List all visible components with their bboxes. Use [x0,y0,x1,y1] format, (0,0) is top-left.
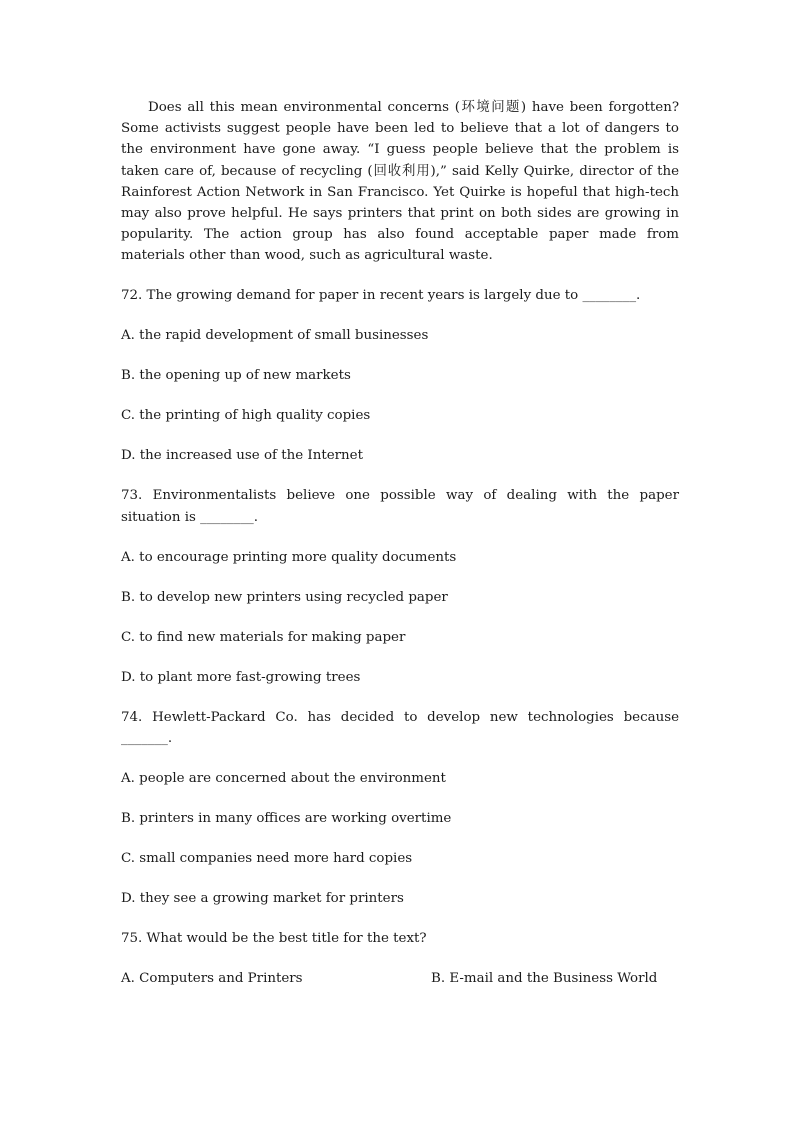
question-75-options-row [121,968,679,989]
question-74-stem: 74. Hewlett-Packard Co. has decided to develop new technologies because _______. [121,709,679,746]
question-74-option-a: A. people are concerned about the environment [121,770,446,786]
question-73-option-c: C. to find new materials for making paper [121,629,406,645]
question-73-option-d: D. to plant more fast-growing trees [121,669,361,685]
passage-paragraph: Does all this mean environmental concerns (环境问题) have been forgotten? Some activists suggest people have been led to believe that a lot of dangers to the environment have gone away. “I guess people believe that the problem is taken care of, because of recycling (回收利用),” said Kelly Quirke, director of the Rainforest Action Network in San Francisco. Yet Quirke is hopeful that high-tech may also prove helpful. He says printers that print on both sides are growing in popularity. The action group has also found acceptable paper made from materials other than wood, such as agricultural waste. [121,100,679,264]
question-75-option-b: B. E-mail and the Business World [431,970,658,986]
question-73-option-b: B. to develop new printers using recycled paper [121,589,448,605]
question-73-option-a: A. to encourage printing more quality documents [121,549,457,565]
question-73-stem: 73. Environmentalists believe one possible way of dealing with the paper situation is ________. [121,488,679,525]
question-74-option-b: B. printers in many offices are working overtime [121,810,452,826]
question-75-option-a: A. Computers and Printers [121,970,303,986]
question-74-option-d: D. they see a growing market for printers [121,890,404,906]
question-74-option-c: C. small companies need more hard copies [121,850,413,866]
question-72-option-b: B. the opening up of new markets [121,368,351,384]
question-72-stem: 72. The growing demand for paper in recent years is largely due to ________. [121,288,641,304]
question-72-option-a: A. the rapid development of small businesses [121,328,429,344]
question-75-stem: 75. What would be the best title for the text? [121,930,427,946]
question-72-option-d: D. the increased use of the Internet [121,448,363,464]
question-72-option-c: C. the printing of high quality copies [121,408,371,424]
document-page [121,97,679,989]
